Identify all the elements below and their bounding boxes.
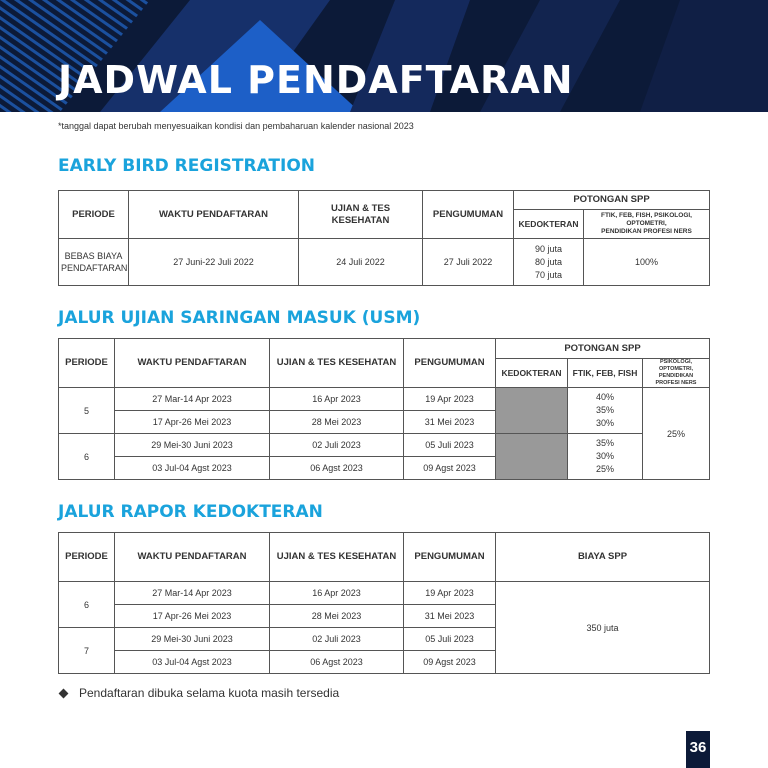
cell-kedokteran-empty	[496, 434, 568, 480]
cell-waktu: 17 Apr-26 Mei 2023	[115, 605, 270, 628]
header-line: FTIK, FEB, FISH, PSIKOLOGI,	[600, 212, 692, 219]
cell-lainnya: 100%	[584, 239, 710, 286]
cell-kedokteran	[514, 239, 584, 286]
col-header-ujian: UJIAN & TES KESEHATAN	[270, 339, 404, 388]
cell-pengumuman: 05 Juli 2023	[404, 628, 496, 651]
cell-ujian: 06 Agst 2023	[270, 457, 404, 480]
col-header-pengumuman: PENGUMUMAN	[404, 533, 496, 582]
col-header-pengumuman: PENGUMUMAN	[404, 339, 496, 388]
cell-ftik	[568, 434, 643, 480]
col-header-potongan: POTONGAN SPP	[496, 339, 710, 359]
cell-waktu: 17 Apr-26 Mei 2023	[115, 411, 270, 434]
cell-periode: 6	[59, 434, 115, 480]
col-header-kedokteran: KEDOKTERAN	[514, 210, 584, 239]
early-bird-table	[58, 190, 710, 286]
table-row	[59, 582, 710, 605]
header-line: PENDIDIKAN	[658, 373, 694, 379]
cell-ftik	[568, 388, 643, 434]
diamond-bullet-icon	[59, 688, 69, 698]
col-header-kedokteran: KEDOKTERAN	[496, 359, 568, 388]
cell-ujian: 24 Juli 2022	[299, 239, 423, 286]
col-header-lainnya	[584, 210, 710, 239]
cell-periode: 5	[59, 388, 115, 434]
cell-ujian: 16 Apr 2023	[270, 582, 404, 605]
cell-pengumuman: 19 Apr 2023	[404, 582, 496, 605]
cell-line: 30%	[595, 451, 614, 461]
col-header-lainnya	[643, 359, 710, 388]
header-line: PENDIDIKAN PROFESI NERS	[601, 228, 692, 235]
cell-ujian: 06 Agst 2023	[270, 651, 404, 674]
cell-line: 30%	[595, 418, 614, 428]
section-title-rapor: JALUR RAPOR KEDOKTERAN	[58, 502, 323, 522]
section-title-early-bird: EARLY BIRD REGISTRATION	[58, 156, 316, 176]
table-row	[59, 388, 710, 411]
cell-biaya: 350 juta	[496, 582, 710, 674]
col-header-biaya: BIAYA SPP	[496, 533, 710, 582]
cell-pengumuman: 09 Agst 2023	[404, 457, 496, 480]
cell-ujian: 28 Mei 2023	[270, 411, 404, 434]
cell-line: 90 juta	[534, 243, 563, 254]
page-title: JADWAL PENDAFTARAN	[58, 58, 574, 102]
col-header-periode: PERIODE	[59, 191, 129, 239]
cell-ujian: 28 Mei 2023	[270, 605, 404, 628]
cell-periode	[59, 239, 129, 286]
cell-pengumuman: 31 Mei 2023	[404, 411, 496, 434]
cell-ujian: 02 Juli 2023	[270, 628, 404, 651]
cell-periode: 6	[59, 582, 115, 628]
cell-lainnya: 25%	[643, 388, 710, 480]
table-row	[59, 239, 710, 286]
cell-waktu: 27 Mar-14 Apr 2023	[115, 582, 270, 605]
header-line: OPTOMETRI,	[626, 220, 667, 227]
cell-waktu: 03 Jul-04 Agst 2023	[115, 457, 270, 480]
cell-line: PENDAFTARAN	[61, 263, 128, 273]
col-header-ftik: FTIK, FEB, FISH	[568, 359, 643, 388]
col-header-periode: PERIODE	[59, 533, 115, 582]
col-header-potongan: POTONGAN SPP	[514, 191, 710, 210]
header-line: PROFESI NERS	[655, 380, 697, 386]
cell-kedokteran-empty	[496, 388, 568, 434]
quota-note	[58, 686, 339, 700]
cell-line: 25%	[595, 464, 614, 474]
cell-waktu: 29 Mei-30 Juni 2023	[115, 434, 270, 457]
col-header-pengumuman: PENGUMUMAN	[423, 191, 514, 239]
cell-ujian: 16 Apr 2023	[270, 388, 404, 411]
quota-note-text: Pendaftaran dibuka selama kuota masih tersedia	[79, 686, 340, 700]
cell-line: 35%	[595, 438, 614, 448]
cell-waktu: 27 Juni-22 Juli 2022	[129, 239, 299, 286]
cell-line: 40%	[595, 392, 614, 402]
cell-waktu: 29 Mei-30 Juni 2023	[115, 628, 270, 651]
cell-line: BEBAS BIAYA	[64, 251, 123, 261]
usm-table	[58, 338, 710, 480]
cell-waktu: 03 Jul-04 Agst 2023	[115, 651, 270, 674]
cell-line: 70 juta	[534, 269, 563, 280]
date-disclaimer: *tanggal dapat berubah menyesuaikan kondisi dan pembaharuan kalender nasional 2023	[58, 121, 414, 131]
rapor-table	[58, 532, 710, 674]
col-header-waktu: WAKTU PENDAFTARAN	[115, 339, 270, 388]
cell-pengumuman: 31 Mei 2023	[404, 605, 496, 628]
col-header-waktu: WAKTU PENDAFTARAN	[115, 533, 270, 582]
page-number: 36	[686, 731, 710, 768]
cell-waktu: 27 Mar-14 Apr 2023	[115, 388, 270, 411]
cell-pengumuman: 19 Apr 2023	[404, 388, 496, 411]
cell-line: 35%	[595, 405, 614, 415]
section-title-usm: JALUR UJIAN SARINGAN MASUK (USM)	[58, 308, 421, 328]
cell-pengumuman: 09 Agst 2023	[404, 651, 496, 674]
col-header-periode: PERIODE	[59, 339, 115, 388]
cell-periode: 7	[59, 628, 115, 674]
cell-pengumuman: 05 Juli 2023	[404, 434, 496, 457]
cell-pengumuman: 27 Juli 2022	[423, 239, 514, 286]
col-header-ujian: UJIAN & TES KESEHATAN	[299, 191, 423, 239]
header-line: PSIKOLOGI, OPTOMETRI,	[658, 359, 694, 372]
table-row	[59, 434, 710, 457]
cell-line: 80 juta	[534, 256, 563, 267]
header-banner	[0, 0, 768, 112]
col-header-waktu: WAKTU PENDAFTARAN	[129, 191, 299, 239]
cell-ujian: 02 Juli 2023	[270, 434, 404, 457]
col-header-ujian: UJIAN & TES KESEHATAN	[270, 533, 404, 582]
